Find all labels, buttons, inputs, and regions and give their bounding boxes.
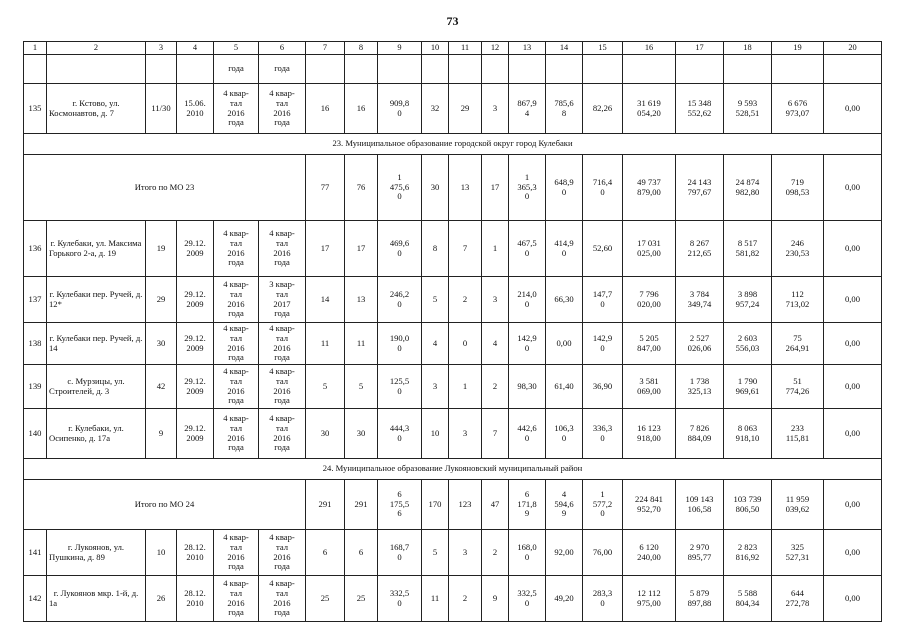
table-row <box>24 277 882 323</box>
row-number: 135 <box>24 84 47 134</box>
area-total <box>509 55 546 84</box>
cost-total: 17 031 025,00 <box>623 221 676 277</box>
area-total: 332,5 0 <box>509 576 546 622</box>
recognition-date: 29.12. 2009 <box>177 409 214 459</box>
column-number: 18 <box>724 42 772 55</box>
total-extra-funds: 0,00 <box>824 155 882 221</box>
column-number: 5 <box>214 42 259 55</box>
total-apartments-municipal: 47 <box>482 480 509 530</box>
planned-end: года <box>214 55 259 84</box>
apartments-private: 29 <box>449 84 482 134</box>
area-private: 785,6 8 <box>546 84 583 134</box>
total-area: 332,5 0 <box>378 576 422 622</box>
table-row <box>24 84 882 134</box>
actual-end: 4 квар- тал 2016 года <box>259 221 306 277</box>
table-row <box>24 221 882 277</box>
table-row <box>24 409 882 459</box>
extra-funds: 0,00 <box>824 365 882 409</box>
total-apartments-municipal: 17 <box>482 155 509 221</box>
area-municipal: 82,26 <box>583 84 623 134</box>
total-fund-budget: 24 143 797,67 <box>676 155 724 221</box>
house-address: г. Кстово, ул. Космонавтов, д. 7 <box>47 84 146 134</box>
recognition-date: 15.06. 2010 <box>177 84 214 134</box>
apartments-total: 8 <box>422 221 449 277</box>
column-number: 9 <box>378 42 422 55</box>
local-budget <box>772 55 824 84</box>
residents-resettled: 16 <box>345 84 378 134</box>
column-number: 14 <box>546 42 583 55</box>
row-number: 142 <box>24 576 47 622</box>
cost-total: 7 796 020,00 <box>623 277 676 323</box>
apartments-count <box>146 55 177 84</box>
total-fund-budget: 109 143 106,58 <box>676 480 724 530</box>
fund-budget: 8 267 212,65 <box>676 221 724 277</box>
regional-budget <box>724 55 772 84</box>
extra-funds: 0,00 <box>824 323 882 365</box>
area-municipal: 283,3 0 <box>583 576 623 622</box>
fund-budget: 1 738 325,13 <box>676 365 724 409</box>
total-apartments-private: 123 <box>449 480 482 530</box>
total-area-municipal: 716,4 0 <box>583 155 623 221</box>
cost-total: 12 112 975,00 <box>623 576 676 622</box>
planned-end: 4 квар- тал 2016 года <box>214 365 259 409</box>
fund-budget: 7 826 884,09 <box>676 409 724 459</box>
recognition-date: 29.12. 2009 <box>177 277 214 323</box>
apartments-private: 3 <box>449 409 482 459</box>
residents-planned: 16 <box>306 84 345 134</box>
extra-funds: 0,00 <box>824 277 882 323</box>
apartments-municipal <box>482 55 509 84</box>
column-number: 19 <box>772 42 824 55</box>
house-address: г. Кулебаки пер. Ручей, д. 14 <box>47 323 146 365</box>
area-municipal: 336,3 0 <box>583 409 623 459</box>
residents-planned: 11 <box>306 323 345 365</box>
column-number: 11 <box>449 42 482 55</box>
actual-end: 4 квар- тал 2016 года <box>259 84 306 134</box>
row-number: 140 <box>24 409 47 459</box>
actual-end: 4 квар- тал 2016 года <box>259 576 306 622</box>
total-total-area: 6 175,5 6 <box>378 480 422 530</box>
house-address: г. Кулебаки, ул. Осипенко, д. 17а <box>47 409 146 459</box>
apartments-private: 3 <box>449 530 482 576</box>
recognition-date <box>177 55 214 84</box>
fund-budget: 2 970 895,77 <box>676 530 724 576</box>
area-municipal: 147,7 0 <box>583 277 623 323</box>
local-budget: 325 527,31 <box>772 530 824 576</box>
recognition-date: 29.12. 2009 <box>177 221 214 277</box>
total-apartments-total: 30 <box>422 155 449 221</box>
total-residents-resettled: 291 <box>345 480 378 530</box>
extra-funds <box>824 55 882 84</box>
planned-end: 4 квар- тал 2016 года <box>214 84 259 134</box>
actual-end: 4 квар- тал 2016 года <box>259 323 306 365</box>
apartments-municipal: 9 <box>482 576 509 622</box>
section-total-row <box>24 480 882 530</box>
area-municipal: 52,60 <box>583 221 623 277</box>
total-area-total: 6 171,8 9 <box>509 480 546 530</box>
apartments-total: 4 <box>422 323 449 365</box>
area-municipal: 76,00 <box>583 530 623 576</box>
column-number: 13 <box>509 42 546 55</box>
row-number: 139 <box>24 365 47 409</box>
area-private: 414,9 0 <box>546 221 583 277</box>
residents-resettled: 11 <box>345 323 378 365</box>
area-total: 867,9 4 <box>509 84 546 134</box>
apartments-count: 30 <box>146 323 177 365</box>
fund-budget: 2 527 026,06 <box>676 323 724 365</box>
section-total-row <box>24 155 882 221</box>
section-title: 24. Муниципальное образование Лукояновский муниципальный район <box>24 459 882 480</box>
total-local-budget: 719 098,53 <box>772 155 824 221</box>
table-row <box>24 323 882 365</box>
apartments-municipal: 2 <box>482 530 509 576</box>
total-area: 444,3 0 <box>378 409 422 459</box>
cost-total: 31 619 054,20 <box>623 84 676 134</box>
actual-end: 3 квар- тал 2017 года <box>259 277 306 323</box>
actual-end: года <box>259 55 306 84</box>
cost-total <box>623 55 676 84</box>
apartments-total: 10 <box>422 409 449 459</box>
planned-end: 4 квар- тал 2016 года <box>214 530 259 576</box>
table-row <box>24 576 882 622</box>
column-number: 12 <box>482 42 509 55</box>
regional-budget: 3 898 957,24 <box>724 277 772 323</box>
row-number <box>24 55 47 84</box>
residents-resettled: 5 <box>345 365 378 409</box>
planned-end: 4 квар- тал 2016 года <box>214 323 259 365</box>
extra-funds: 0,00 <box>824 576 882 622</box>
residents-resettled <box>345 55 378 84</box>
local-budget: 233 115,81 <box>772 409 824 459</box>
cost-total: 6 120 240,00 <box>623 530 676 576</box>
apartments-count: 29 <box>146 277 177 323</box>
section-title-row <box>24 459 882 480</box>
recognition-date: 29.12. 2009 <box>177 323 214 365</box>
recognition-date: 29.12. 2009 <box>177 365 214 409</box>
apartments-count: 11/30 <box>146 84 177 134</box>
total-apartments-total: 170 <box>422 480 449 530</box>
planned-end: 4 квар- тал 2016 года <box>214 221 259 277</box>
house-address: г. Лукоянов, ул. Пушкина, д. 89 <box>47 530 146 576</box>
planned-end: 4 квар- тал 2016 года <box>214 409 259 459</box>
column-number: 17 <box>676 42 724 55</box>
total-area: 246,2 0 <box>378 277 422 323</box>
regional-budget: 8 517 581,82 <box>724 221 772 277</box>
planned-end: 4 квар- тал 2016 года <box>214 576 259 622</box>
local-budget: 644 272,78 <box>772 576 824 622</box>
column-number: 7 <box>306 42 345 55</box>
apartments-count: 26 <box>146 576 177 622</box>
total-area: 469,6 0 <box>378 221 422 277</box>
column-number: 3 <box>146 42 177 55</box>
extra-funds: 0,00 <box>824 409 882 459</box>
section-title-row <box>24 134 882 155</box>
total-extra-funds: 0,00 <box>824 480 882 530</box>
actual-end: 4 квар- тал 2016 года <box>259 365 306 409</box>
column-number: 4 <box>177 42 214 55</box>
residents-planned: 5 <box>306 365 345 409</box>
house-address: г. Кулебаки пер. Ручей, д. 12* <box>47 277 146 323</box>
total-area-private: 4 594,6 9 <box>546 480 583 530</box>
local-budget: 246 230,53 <box>772 221 824 277</box>
total-cost-total: 224 841 952,70 <box>623 480 676 530</box>
row-number: 138 <box>24 323 47 365</box>
actual-end: 4 квар- тал 2016 года <box>259 530 306 576</box>
total-cost-total: 49 737 879,00 <box>623 155 676 221</box>
fund-budget: 3 784 349,74 <box>676 277 724 323</box>
apartments-private: 0 <box>449 323 482 365</box>
apartments-total: 5 <box>422 530 449 576</box>
recognition-date: 28.12. 2010 <box>177 530 214 576</box>
section-total-label: Итого по МО 24 <box>24 480 306 530</box>
area-private: 0,00 <box>546 323 583 365</box>
column-number: 16 <box>623 42 676 55</box>
residents-resettled: 17 <box>345 221 378 277</box>
total-area-private: 648,9 0 <box>546 155 583 221</box>
apartments-total: 32 <box>422 84 449 134</box>
total-apartments-private: 13 <box>449 155 482 221</box>
recognition-date: 28.12. 2010 <box>177 576 214 622</box>
cost-total: 3 581 069,00 <box>623 365 676 409</box>
total-regional-budget: 24 874 982,80 <box>724 155 772 221</box>
total-area: 190,0 0 <box>378 323 422 365</box>
area-municipal: 142,9 0 <box>583 323 623 365</box>
total-area <box>378 55 422 84</box>
row-number: 137 <box>24 277 47 323</box>
residents-resettled: 30 <box>345 409 378 459</box>
area-municipal <box>583 55 623 84</box>
total-residents-planned: 291 <box>306 480 345 530</box>
extra-funds: 0,00 <box>824 84 882 134</box>
area-total: 467,5 0 <box>509 221 546 277</box>
regional-budget: 5 588 804,34 <box>724 576 772 622</box>
fund-budget: 15 348 552,62 <box>676 84 724 134</box>
column-number: 6 <box>259 42 306 55</box>
residents-planned: 25 <box>306 576 345 622</box>
section-total-label: Итого по МО 23 <box>24 155 306 221</box>
apartments-private: 1 <box>449 365 482 409</box>
area-total: 98,30 <box>509 365 546 409</box>
column-number: 1 <box>24 42 47 55</box>
section-title: 23. Муниципальное образование городской округ город Кулебаки <box>24 134 882 155</box>
residents-planned: 30 <box>306 409 345 459</box>
total-residents-planned: 77 <box>306 155 345 221</box>
cost-total: 16 123 918,00 <box>623 409 676 459</box>
local-budget: 6 676 973,07 <box>772 84 824 134</box>
local-budget: 51 774,26 <box>772 365 824 409</box>
cost-total: 5 205 847,00 <box>623 323 676 365</box>
apartments-total: 5 <box>422 277 449 323</box>
regional-budget: 1 790 969,61 <box>724 365 772 409</box>
area-total: 168,0 0 <box>509 530 546 576</box>
apartments-private <box>449 55 482 84</box>
area-total: 142,9 0 <box>509 323 546 365</box>
total-total-area: 1 475,6 0 <box>378 155 422 221</box>
column-number: 20 <box>824 42 882 55</box>
area-total: 214,0 0 <box>509 277 546 323</box>
column-number-row <box>24 42 882 55</box>
area-total: 442,6 0 <box>509 409 546 459</box>
column-number: 2 <box>47 42 146 55</box>
house-address: г. Кулебаки, ул. Максима Горького 2-а, д. 19 <box>47 221 146 277</box>
planned-end: 4 квар- тал 2016 года <box>214 277 259 323</box>
residents-planned: 17 <box>306 221 345 277</box>
column-number: 8 <box>345 42 378 55</box>
residents-planned <box>306 55 345 84</box>
regional-budget: 2 823 816,92 <box>724 530 772 576</box>
fund-budget <box>676 55 724 84</box>
local-budget: 75 264,91 <box>772 323 824 365</box>
apartments-private: 2 <box>449 576 482 622</box>
table-row <box>24 365 882 409</box>
area-private: 66,30 <box>546 277 583 323</box>
house-address <box>47 55 146 84</box>
area-private: 61,40 <box>546 365 583 409</box>
apartments-count: 42 <box>146 365 177 409</box>
fund-budget: 5 879 897,88 <box>676 576 724 622</box>
residents-resettled: 6 <box>345 530 378 576</box>
apartments-total: 11 <box>422 576 449 622</box>
apartments-municipal: 7 <box>482 409 509 459</box>
apartments-count: 10 <box>146 530 177 576</box>
house-address: г. Лукоянов мкр. 1-й, д. 1а <box>47 576 146 622</box>
column-number: 15 <box>583 42 623 55</box>
total-residents-resettled: 76 <box>345 155 378 221</box>
apartments-municipal: 2 <box>482 365 509 409</box>
area-private: 92,00 <box>546 530 583 576</box>
area-private: 106,3 0 <box>546 409 583 459</box>
column-number: 10 <box>422 42 449 55</box>
housing-program-table <box>23 41 882 622</box>
extra-funds: 0,00 <box>824 530 882 576</box>
actual-end: 4 квар- тал 2016 года <box>259 409 306 459</box>
residents-resettled: 25 <box>345 576 378 622</box>
residents-planned: 14 <box>306 277 345 323</box>
total-local-budget: 11 959 039,62 <box>772 480 824 530</box>
apartments-private: 2 <box>449 277 482 323</box>
residents-planned: 6 <box>306 530 345 576</box>
regional-budget: 8 063 918,10 <box>724 409 772 459</box>
area-private: 49,20 <box>546 576 583 622</box>
apartments-total: 3 <box>422 365 449 409</box>
extra-funds: 0,00 <box>824 221 882 277</box>
row-number: 141 <box>24 530 47 576</box>
house-address: с. Мурзицы, ул. Строителей, д. 3 <box>47 365 146 409</box>
page-number: 73 <box>446 14 459 28</box>
apartments-municipal: 3 <box>482 277 509 323</box>
table-row <box>24 530 882 576</box>
total-area-total: 1 365,3 0 <box>509 155 546 221</box>
table-row <box>24 55 882 84</box>
total-area-municipal: 1 577,2 0 <box>583 480 623 530</box>
apartments-total <box>422 55 449 84</box>
apartments-municipal: 1 <box>482 221 509 277</box>
total-area: 168,7 0 <box>378 530 422 576</box>
apartments-count: 19 <box>146 221 177 277</box>
apartments-count: 9 <box>146 409 177 459</box>
regional-budget: 2 603 556,03 <box>724 323 772 365</box>
total-regional-budget: 103 739 806,50 <box>724 480 772 530</box>
regional-budget: 9 593 528,51 <box>724 84 772 134</box>
row-number: 136 <box>24 221 47 277</box>
residents-resettled: 13 <box>345 277 378 323</box>
area-municipal: 36,90 <box>583 365 623 409</box>
total-area: 909,8 0 <box>378 84 422 134</box>
area-private <box>546 55 583 84</box>
apartments-municipal: 3 <box>482 84 509 134</box>
apartments-private: 7 <box>449 221 482 277</box>
apartments-municipal: 4 <box>482 323 509 365</box>
local-budget: 112 713,02 <box>772 277 824 323</box>
total-area: 125,5 0 <box>378 365 422 409</box>
